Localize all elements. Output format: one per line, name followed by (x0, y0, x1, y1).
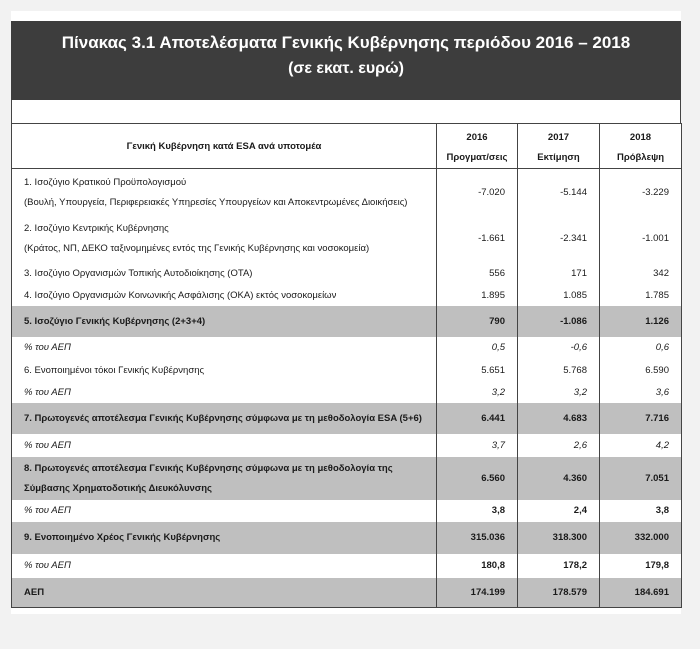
value-2018: 332.000 (600, 522, 682, 554)
results-table (11, 123, 682, 608)
value-2018: 0,6 (600, 337, 682, 359)
value-2016: 3,2 (437, 382, 518, 403)
value-2016: 0,5 (437, 337, 518, 359)
value-2018: 342 (600, 262, 682, 285)
value-2017: 178,2 (518, 554, 600, 578)
value-2018: 1.126 (600, 306, 682, 337)
value-2018: 1.785 (600, 285, 682, 306)
value-2018: 4,2 (600, 434, 682, 457)
value-2017: 318.300 (518, 522, 600, 554)
table-title: Πίνακας 3.1 Αποτελέσματα Γενικής Κυβέρνησης περιόδου 2016 – 2018 (61, 33, 631, 52)
row-label: 5. Ισοζύγιο Γενικής Κυβέρνησης (2+3+4) (12, 306, 437, 337)
value-2017: 1.085 (518, 285, 600, 306)
table-title-bar (11, 21, 681, 100)
value-2017: -2.341 (518, 216, 600, 262)
value-2017: 3,2 (518, 382, 600, 403)
value-2016: -7.020 (437, 169, 518, 216)
value-2017: -5.144 (518, 169, 600, 216)
value-2018: 179,8 (600, 554, 682, 578)
row-label: 7. Πρωτογενές αποτέλεσμα Γενικής Κυβέρνησης σύμφωνα με τη μεθοδολογία ESA (5+6) (12, 403, 437, 434)
value-2018: 6.590 (600, 359, 682, 382)
value-2016: 3,7 (437, 434, 518, 457)
value-2016: 6.441 (437, 403, 518, 434)
value-2016: -1.661 (437, 216, 518, 262)
value-2016: 790 (437, 306, 518, 337)
value-2018: 7.051 (600, 457, 682, 500)
value-2016: 556 (437, 262, 518, 285)
value-2018: -1.001 (600, 216, 682, 262)
table-row (12, 337, 682, 359)
value-2016: 180,8 (437, 554, 518, 578)
table-row (12, 522, 682, 554)
table-row (12, 169, 682, 216)
value-2017: 171 (518, 262, 600, 285)
value-2016: 1.895 (437, 285, 518, 306)
table-row (12, 359, 682, 382)
row-label: 6. Ενοποιημένοι τόκοι Γενικής Κυβέρνησης (12, 359, 437, 382)
row-label: % του ΑΕΠ (12, 382, 437, 403)
value-2018: 7.716 (600, 403, 682, 434)
row-label: 9. Ενοποιημένο Χρέος Γενικής Κυβέρνησης (12, 522, 437, 554)
value-2018: 3,8 (600, 500, 682, 522)
table-row (12, 457, 682, 500)
value-2018: 184.691 (600, 578, 682, 608)
header-year-2017: 2017 Εκτίμηση (518, 124, 600, 169)
value-2017: 2,4 (518, 500, 600, 522)
table-units: (σε εκατ. ευρώ) (288, 60, 404, 77)
row-label: 1. Ισοζύγιο Κρατικού Προϋπολογισμού (Βουλή, Υπουργεία, Περιφερειακές Υπηρεσίες Υπουργείων και Αποκεντρωμένες Διοικήσεις) (12, 169, 437, 216)
value-2017: 4.683 (518, 403, 600, 434)
value-2018: -3.229 (600, 169, 682, 216)
spacer-row (11, 100, 681, 123)
row-label: % του ΑΕΠ (12, 500, 437, 522)
row-label: ΑΕΠ (12, 578, 437, 608)
value-2017: 4.360 (518, 457, 600, 500)
value-2017: -1.086 (518, 306, 600, 337)
table-row (12, 554, 682, 578)
row-label: 3. Ισοζύγιο Οργανισμών Τοπικής Αυτοδιοίκησης (ΟΤΑ) (12, 262, 437, 285)
table-row (12, 285, 682, 306)
table-row (12, 306, 682, 337)
value-2016: 5.651 (437, 359, 518, 382)
table-row (12, 434, 682, 457)
row-label: % του ΑΕΠ (12, 434, 437, 457)
header-label: Γενική Κυβέρνηση κατά ESA ανά υποτομέα (12, 124, 437, 169)
header-year-2018: 2018 Πρόβλεψη (600, 124, 682, 169)
value-2017: 5.768 (518, 359, 600, 382)
row-label: 8. Πρωτογενές αποτέλεσμα Γενικής Κυβέρνησης σύμφωνα με τη μεθοδολογία της Σύμβασης Χρηματοδοτικής Διευκόλυνσης (12, 457, 437, 500)
table-row (12, 216, 682, 262)
header-year-2016: 2016 Προγματ/σεις (437, 124, 518, 169)
value-2016: 174.199 (437, 578, 518, 608)
row-label: % του ΑΕΠ (12, 337, 437, 359)
table-row (12, 262, 682, 285)
header-row (12, 124, 682, 169)
value-2017: -0,6 (518, 337, 600, 359)
value-2016: 6.560 (437, 457, 518, 500)
value-2017: 178.579 (518, 578, 600, 608)
table-card (11, 11, 681, 614)
value-2016: 315.036 (437, 522, 518, 554)
row-label: 4. Ισοζύγιο Οργανισμών Κοινωνικής Ασφάλισης (ΟΚΑ) εκτός νοσοκομείων (12, 285, 437, 306)
table-row (12, 403, 682, 434)
value-2017: 2,6 (518, 434, 600, 457)
value-2018: 3,6 (600, 382, 682, 403)
table-row (12, 500, 682, 522)
row-label: 2. Ισοζύγιο Κεντρικής Κυβέρνησης (Κράτος, ΝΠ, ΔΕΚΟ ταξινομημένες εντός της Γενικής Κυβέρνησης και νοσοκομεία) (12, 216, 437, 262)
table-row (12, 578, 682, 608)
table-row (12, 382, 682, 403)
row-label: % του ΑΕΠ (12, 554, 437, 578)
value-2016: 3,8 (437, 500, 518, 522)
